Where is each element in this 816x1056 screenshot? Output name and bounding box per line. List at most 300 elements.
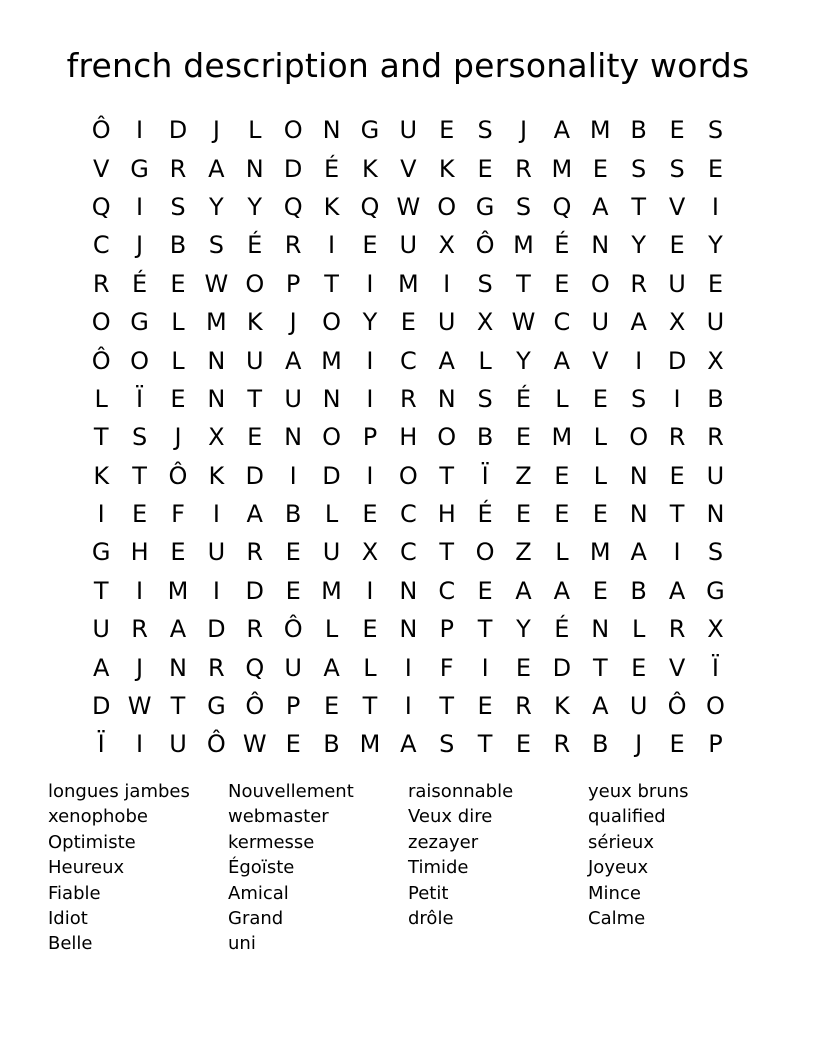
grid-letter: D — [667, 346, 687, 375]
grid-letter: I — [366, 576, 374, 605]
grid-letter: D — [91, 692, 111, 721]
page-title: french description and personality words — [66, 46, 750, 85]
grid-letter: L — [171, 346, 185, 375]
word-list-item: Timide — [408, 857, 469, 879]
grid-letter: K — [208, 461, 225, 490]
grid-letter: N — [322, 384, 341, 413]
grid-letter: M — [589, 116, 611, 145]
grid-letter: L — [631, 615, 646, 644]
word-list-item: Amical — [228, 882, 289, 904]
grid-letter: U — [437, 308, 456, 337]
grid-letter: P — [285, 269, 301, 298]
grid-letter: L — [324, 615, 339, 644]
grid-letter: E — [592, 500, 608, 529]
grid-letter: M — [589, 538, 611, 567]
grid-letter: R — [553, 730, 571, 759]
grid-letter: D — [322, 461, 341, 490]
grid-letter: U — [668, 269, 686, 298]
grid-letter: R — [208, 653, 225, 682]
grid-letter: A — [668, 576, 686, 605]
grid-letter: N — [169, 653, 187, 682]
grid-letter: E — [439, 116, 455, 145]
grid-letter: Ô — [206, 730, 226, 759]
grid-letter: X — [476, 308, 494, 337]
grid-letter: K — [323, 192, 340, 221]
grid-letter: A — [400, 730, 417, 759]
grid-letter: I — [366, 384, 374, 413]
grid-letter: U — [399, 116, 418, 145]
grid-letter: R — [668, 615, 686, 644]
grid-letter: E — [170, 384, 186, 413]
grid-letter: N — [591, 231, 610, 260]
word-list-item: Mince — [588, 882, 641, 904]
grid-letter: J — [136, 231, 144, 260]
grid-letter: C — [399, 538, 417, 567]
grid-letter: S — [707, 116, 724, 145]
word-list-item: longues jambes — [48, 781, 190, 802]
grid-letter: D — [168, 116, 188, 145]
grid-letter: I — [136, 192, 144, 221]
grid-letter: S — [477, 116, 493, 145]
grid-letter: I — [673, 538, 681, 567]
word-list-item: Égoïste — [228, 857, 295, 879]
grid-letter: R — [399, 384, 417, 413]
grid-letter: Ô — [667, 692, 687, 721]
grid-letter: I — [404, 653, 412, 682]
grid-letter: R — [668, 423, 686, 452]
grid-letter: C — [399, 346, 417, 375]
grid-letter: S — [170, 192, 186, 221]
grid-letter: U — [207, 538, 226, 567]
grid-letter: L — [478, 346, 492, 375]
grid-letter: L — [593, 461, 607, 490]
grid-letter: M — [551, 154, 573, 183]
grid-letter: S — [477, 269, 493, 298]
grid-letter: E — [592, 384, 608, 413]
grid-letter: I — [136, 576, 144, 605]
grid-letter: I — [328, 231, 336, 260]
grid-letter: Ô — [168, 461, 188, 490]
grid-letter: O — [706, 692, 725, 721]
grid-letter: Z — [515, 538, 532, 567]
grid-letter: C — [399, 500, 417, 529]
grid-letter: O — [130, 346, 150, 375]
grid-letter: E — [362, 231, 378, 260]
grid-letter: O — [398, 461, 418, 490]
grid-letter: U — [92, 615, 110, 644]
grid-letter: W — [242, 730, 267, 759]
grid-letter: É — [515, 384, 532, 413]
grid-letter: X — [707, 615, 724, 644]
grid-letter: É — [477, 500, 493, 529]
grid-letter: E — [669, 116, 685, 145]
grid-letter: É — [247, 231, 263, 260]
grid-letter: U — [169, 730, 187, 759]
grid-letter: I — [212, 500, 220, 529]
grid-letter: E — [362, 615, 378, 644]
grid-letter: T — [631, 192, 646, 221]
grid-letter: O — [322, 308, 341, 337]
grid-letter: P — [439, 615, 454, 644]
grid-letter: É — [323, 154, 340, 183]
grid-letter: F — [171, 500, 185, 529]
grid-letter: Ô — [283, 615, 303, 644]
grid-letter: O — [283, 116, 303, 145]
grid-letter: N — [591, 615, 610, 644]
grid-letter: X — [208, 423, 225, 452]
grid-letter: E — [132, 500, 148, 529]
grid-letter: K — [246, 308, 263, 337]
word-list-item: Calme — [588, 907, 646, 929]
grid-letter: M — [167, 576, 189, 605]
grid-letter: M — [397, 269, 419, 298]
grid-letter: B — [630, 576, 647, 605]
grid-letter: L — [248, 116, 262, 145]
grid-letter: L — [94, 384, 108, 413]
grid-letter: R — [246, 615, 264, 644]
grid-letter: V — [592, 346, 609, 375]
grid-letter: T — [132, 461, 147, 490]
grid-letter: N — [399, 615, 418, 644]
grid-letter: B — [476, 423, 494, 452]
word-list-item: Fiable — [48, 882, 101, 904]
grid-letter: Ï — [97, 730, 105, 759]
word-list-item: webmaster — [228, 806, 329, 828]
grid-letter: I — [673, 384, 681, 413]
grid-letter: I — [212, 576, 220, 605]
grid-letter: D — [552, 653, 572, 682]
grid-letter: S — [477, 384, 493, 413]
word-list-item: Veux dire — [408, 806, 493, 828]
grid-letter: U — [591, 308, 610, 337]
grid-letter: V — [92, 154, 110, 183]
grid-letter: S — [707, 538, 724, 567]
grid-letter: N — [629, 461, 648, 490]
grid-letter: R — [515, 154, 532, 183]
grid-letter: A — [592, 192, 609, 221]
grid-letter: G — [207, 692, 226, 721]
grid-letter: A — [92, 653, 110, 682]
word-list-item: Joyeux — [588, 857, 649, 879]
grid-letter: E — [669, 231, 685, 260]
grid-letter: G — [360, 116, 380, 145]
grid-letter: F — [439, 653, 454, 682]
grid-letter: O — [475, 538, 495, 567]
grid-letter: D — [245, 461, 264, 490]
grid-letter: P — [708, 730, 723, 759]
grid-letter: G — [475, 192, 495, 221]
grid-letter: E — [285, 576, 301, 605]
grid-letter: É — [554, 615, 570, 644]
grid-letter: Ï — [136, 384, 144, 413]
grid-letter: R — [131, 615, 148, 644]
grid-letter: U — [629, 692, 648, 721]
grid-letter: L — [363, 653, 377, 682]
grid-letter: A — [208, 154, 225, 183]
grid-letter: H — [399, 423, 418, 452]
grid-letter: H — [130, 538, 149, 567]
grid-letter: L — [324, 500, 339, 529]
word-list-item: kermesse — [228, 831, 315, 853]
grid-letter: X — [707, 346, 724, 375]
grid-letter: E — [170, 269, 186, 298]
grid-letter: N — [706, 500, 725, 529]
grid-letter: M — [321, 346, 342, 375]
grid-letter: I — [136, 730, 144, 759]
grid-letter: T — [247, 384, 263, 413]
grid-letter: A — [553, 576, 571, 605]
grid-letter: C — [553, 308, 571, 337]
grid-letter: O — [91, 308, 111, 337]
grid-letter: Q — [283, 192, 303, 221]
grid-letter: E — [515, 423, 532, 452]
grid-letter: E — [362, 500, 378, 529]
grid-letter: J — [289, 308, 297, 337]
grid-letter: T — [439, 461, 455, 490]
grid-letter: E — [669, 730, 685, 759]
word-list-item: xenophobe — [48, 806, 148, 828]
grid-letter: U — [245, 346, 264, 375]
grid-letter: V — [400, 154, 417, 183]
grid-letter: S — [439, 730, 455, 759]
word-list-item: uni — [228, 933, 256, 955]
grid-letter: N — [284, 423, 303, 452]
grid-letter: I — [366, 461, 374, 490]
grid-letter: T — [93, 423, 109, 452]
grid-letter: Z — [515, 461, 532, 490]
grid-letter: M — [513, 231, 534, 260]
grid-letter: A — [438, 346, 455, 375]
grid-letter: Ô — [91, 116, 111, 145]
grid-letter: U — [399, 231, 418, 260]
word-list-item: Nouvellement — [228, 781, 354, 802]
grid-letter: E — [631, 653, 647, 682]
grid-letter: K — [438, 154, 455, 183]
grid-letter: M — [321, 576, 342, 605]
grid-letter: E — [170, 538, 186, 567]
grid-letter: E — [285, 730, 301, 759]
grid-letter: A — [630, 308, 647, 337]
grid-letter: O — [590, 269, 610, 298]
grid-letter: H — [437, 500, 456, 529]
word-list-item: raisonnable — [408, 781, 514, 802]
grid-letter: I — [635, 346, 643, 375]
grid-letter: O — [322, 423, 341, 452]
grid-letter: E — [400, 308, 416, 337]
grid-letter: J — [212, 116, 220, 145]
grid-letter: E — [707, 154, 724, 183]
grid-letter: S — [208, 231, 224, 260]
grid-letter: S — [131, 423, 148, 452]
grid-letter: K — [93, 461, 110, 490]
grid-letter: W — [127, 692, 152, 721]
grid-letter: J — [136, 653, 144, 682]
grid-letter: T — [516, 269, 531, 298]
grid-letter: D — [207, 615, 226, 644]
grid-letter: I — [136, 116, 144, 145]
grid-letter: K — [362, 154, 378, 183]
grid-letter: E — [707, 269, 724, 298]
grid-letter: J — [635, 730, 643, 759]
word-list-item: Heureux — [48, 857, 125, 879]
grid-letter: R — [169, 154, 187, 183]
grid-letter: I — [366, 269, 374, 298]
grid-letter: N — [399, 576, 418, 605]
grid-letter: B — [169, 231, 187, 260]
grid-letter: B — [284, 500, 302, 529]
grid-letter: C — [92, 231, 110, 260]
word-list-item: drôle — [408, 907, 454, 929]
grid-letter: E — [669, 461, 685, 490]
word-list-item: Grand — [228, 907, 284, 929]
grid-letter: I — [481, 653, 489, 682]
grid-letter: I — [443, 269, 451, 298]
grid-letter: L — [555, 538, 569, 567]
grid-letter: U — [284, 653, 302, 682]
grid-letter: O — [629, 423, 649, 452]
grid-letter: P — [285, 692, 301, 721]
grid-letter: E — [554, 461, 570, 490]
word-list-item: sérieux — [588, 831, 654, 853]
grid-letter: G — [91, 538, 111, 567]
grid-letter: E — [477, 154, 493, 183]
word-list-item: Idiot — [48, 907, 88, 929]
grid-letter: E — [592, 154, 608, 183]
grid-letter: O — [245, 269, 265, 298]
word-list-item: qualified — [588, 806, 666, 828]
grid-letter: É — [132, 269, 148, 298]
grid-letter: N — [629, 500, 648, 529]
grid-letter: G — [706, 576, 725, 605]
grid-letter: E — [285, 538, 301, 567]
grid-letter: G — [130, 154, 149, 183]
grid-letter: U — [322, 538, 341, 567]
grid-letter: X — [668, 308, 686, 337]
grid-letter: Ô — [245, 692, 265, 721]
grid-letter: A — [553, 346, 571, 375]
grid-letter: L — [593, 423, 607, 452]
grid-letter: E — [592, 576, 608, 605]
grid-letter: T — [439, 538, 455, 567]
grid-letter: N — [245, 154, 264, 183]
grid-letter: J — [519, 116, 528, 145]
grid-letter: B — [323, 730, 340, 759]
grid-letter: T — [477, 730, 493, 759]
grid-letter: K — [554, 692, 570, 721]
grid-letter: O — [437, 423, 457, 452]
grid-letter: D — [245, 576, 264, 605]
grid-letter: G — [130, 308, 149, 337]
grid-letter: D — [283, 154, 303, 183]
grid-letter: A — [169, 615, 187, 644]
grid-letter: Ô — [475, 231, 495, 260]
grid-letter: P — [362, 423, 378, 452]
grid-letter: V — [668, 653, 686, 682]
grid-letter: I — [404, 692, 412, 721]
grid-letter: T — [324, 269, 339, 298]
grid-letter: Q — [360, 192, 380, 221]
letter-grid — [82, 111, 735, 764]
grid-letter: I — [366, 346, 374, 375]
word-list — [48, 779, 768, 957]
grid-letter: E — [247, 423, 263, 452]
grid-letter: E — [554, 500, 570, 529]
grid-letter: R — [284, 231, 302, 260]
grid-letter: J — [174, 423, 182, 452]
grid-letter: Ï — [711, 653, 719, 682]
grid-letter: I — [289, 461, 297, 490]
grid-letter: A — [592, 692, 609, 721]
grid-letter: R — [515, 692, 532, 721]
grid-letter: A — [515, 576, 532, 605]
grid-letter: Q — [245, 653, 265, 682]
grid-letter: T — [669, 500, 685, 529]
grid-letter: R — [707, 423, 724, 452]
grid-letter: N — [437, 384, 456, 413]
grid-letter: A — [246, 500, 263, 529]
grid-letter: L — [171, 308, 185, 337]
grid-letter: B — [707, 384, 724, 413]
grid-letter: L — [555, 384, 569, 413]
grid-letter: I — [97, 500, 105, 529]
grid-letter: Q — [91, 192, 111, 221]
grid-letter: U — [706, 461, 725, 490]
grid-letter: W — [396, 192, 421, 221]
grid-letter: Y — [708, 231, 723, 260]
grid-letter: B — [630, 116, 647, 145]
grid-letter: R — [92, 269, 110, 298]
grid-letter: Y — [209, 192, 224, 221]
word-list-item: Belle — [48, 933, 93, 955]
grid-letter: E — [477, 692, 493, 721]
grid-letter: Ï — [481, 461, 489, 490]
grid-letter: S — [515, 192, 532, 221]
grid-letter: T — [362, 692, 378, 721]
grid-letter: T — [439, 692, 455, 721]
grid-letter: V — [668, 192, 686, 221]
grid-letter: X — [361, 538, 379, 567]
grid-letter: S — [631, 384, 647, 413]
grid-letter: Ô — [91, 346, 111, 375]
word-list-item: Optimiste — [48, 831, 136, 853]
grid-letter: S — [669, 154, 685, 183]
grid-letter: T — [170, 692, 186, 721]
grid-letter: Y — [516, 615, 531, 644]
grid-letter: A — [284, 346, 302, 375]
grid-letter: N — [207, 384, 226, 413]
grid-letter: A — [630, 538, 647, 567]
grid-letter: É — [554, 231, 570, 260]
word-list-item: Petit — [408, 882, 449, 904]
grid-letter: W — [511, 308, 536, 337]
grid-letter: M — [551, 423, 573, 452]
word-list-item: zezayer — [408, 831, 479, 853]
grid-letter: N — [322, 116, 341, 145]
grid-letter: I — [711, 192, 719, 221]
grid-letter: U — [284, 384, 302, 413]
grid-letter: E — [554, 269, 570, 298]
grid-letter: Y — [631, 231, 646, 260]
grid-letter: Y — [516, 346, 531, 375]
grid-letter: Y — [362, 308, 378, 337]
grid-letter: R — [630, 269, 647, 298]
grid-letter: O — [437, 192, 457, 221]
grid-letter: M — [359, 730, 381, 759]
grid-letter: N — [207, 346, 226, 375]
grid-letter: A — [323, 653, 340, 682]
grid-letter: W — [204, 269, 229, 298]
grid-letter: S — [631, 154, 647, 183]
